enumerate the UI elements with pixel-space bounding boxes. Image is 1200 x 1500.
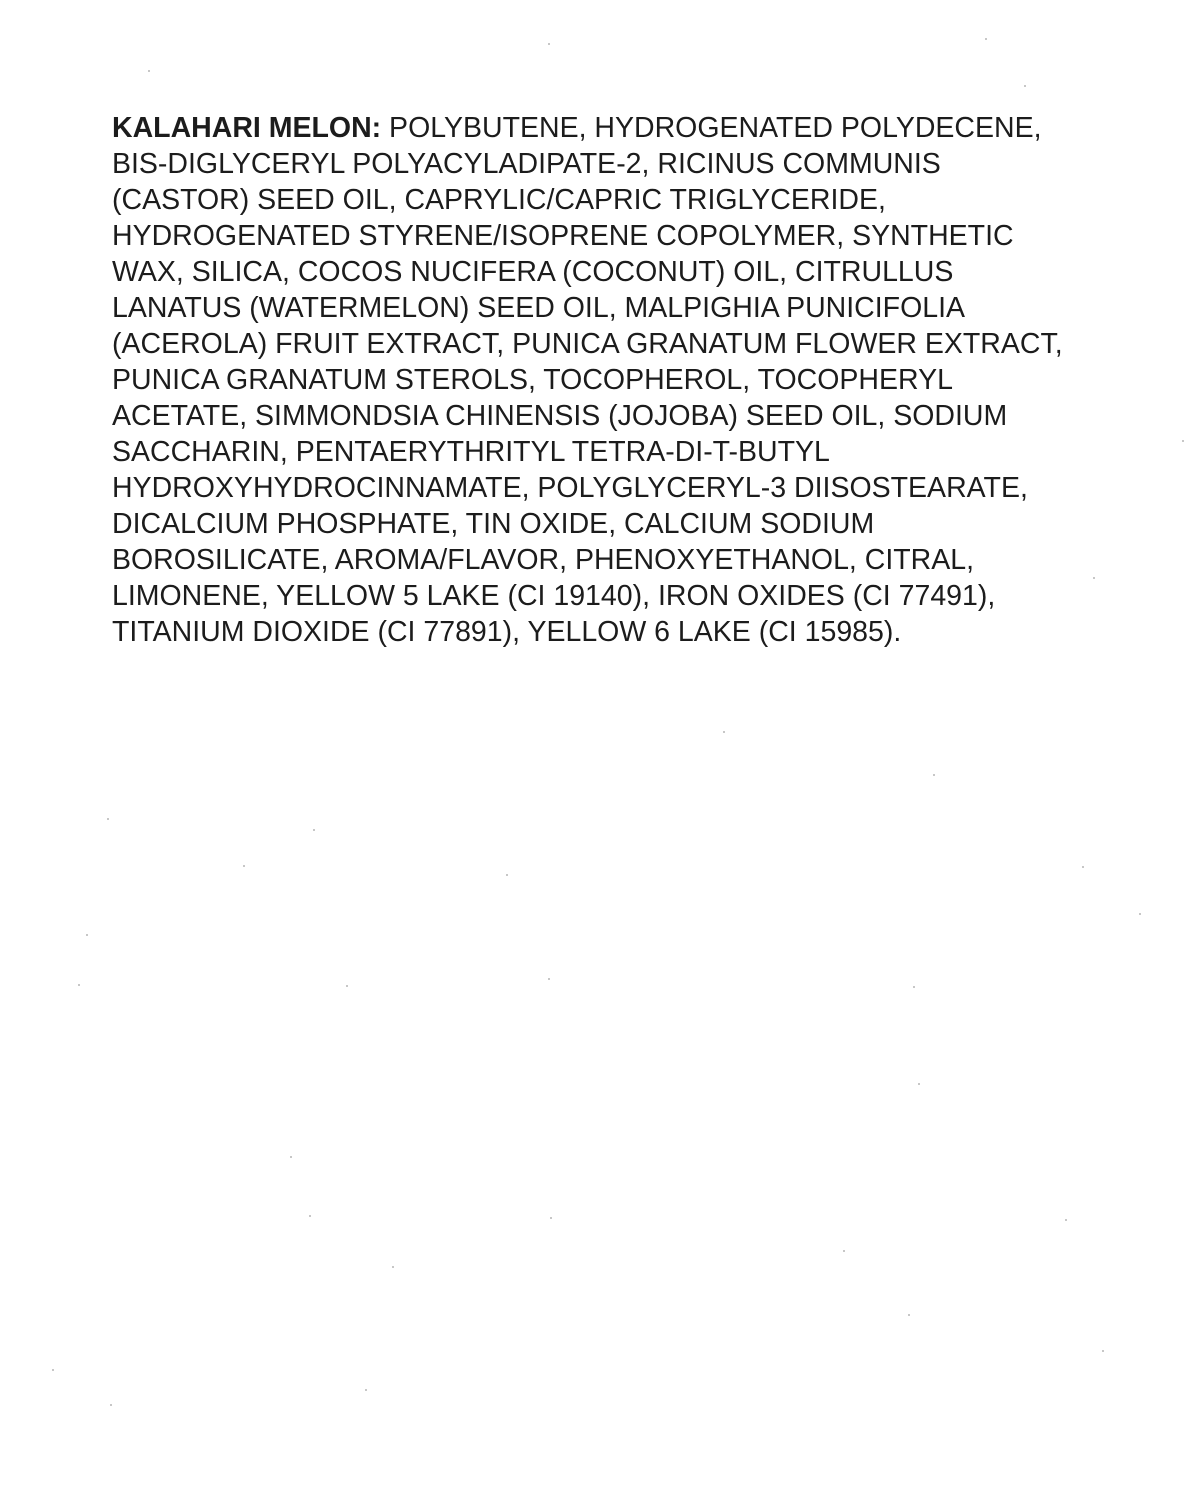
paper-speck — [1102, 1350, 1104, 1352]
paper-speck — [290, 1156, 292, 1158]
paper-speck — [1065, 1219, 1067, 1221]
paper-speck — [392, 1266, 394, 1268]
paper-speck — [1182, 440, 1184, 442]
ingredients-line: TITANIUM DIOXIDE (CI 77891), YELLOW 6 LAKE (CI 15985). — [112, 616, 902, 648]
product-name-label: KALAHARI MELON: — [112, 112, 382, 144]
ingredients-line: (ACEROLA) FRUIT EXTRACT, PUNICA GRANATUM FLOWER EXTRACT, — [112, 328, 1063, 360]
ingredients-line: PUNICA GRANATUM STEROLS, TOCOPHEROL, TOCOPHERYL — [112, 364, 953, 396]
ingredients-line: LANATUS (WATERMELON) SEED OIL, MALPIGHIA PUNICIFOLIA — [112, 292, 966, 324]
ingredients-list — [112, 110, 1087, 650]
ingredients-line: BIS-DIGLYCERYL POLYACYLADIPATE-2, RICINUS COMMUNIS — [112, 148, 941, 180]
paper-speck — [346, 985, 348, 987]
paper-speck — [52, 1369, 54, 1371]
ingredients-line: BOROSILICATE, AROMA/FLAVOR, PHENOXYETHANOL, CITRAL, — [112, 544, 975, 576]
paper-speck — [843, 1250, 845, 1252]
paper-speck — [313, 829, 315, 831]
ingredients-line: HYDROXYHYDROCINNAMATE, POLYGLYCERYL-3 DIISOSTEARATE, — [112, 472, 1028, 504]
paper-speck — [985, 38, 987, 40]
paper-speck — [1139, 913, 1141, 915]
ingredients-line: DICALCIUM PHOSPHATE, TIN OXIDE, CALCIUM SODIUM — [112, 508, 875, 540]
ingredients-line: HYDROGENATED STYRENE/ISOPRENE COPOLYMER, SYNTHETIC — [112, 220, 1014, 252]
ingredients-line — [112, 110, 1087, 146]
paper-speck — [78, 984, 80, 986]
ingredients-line: WAX, SILICA, COCOS NUCIFERA (COCONUT) OIL, CITRULLUS — [112, 256, 954, 288]
paper-speck — [933, 774, 935, 776]
paper-speck — [723, 731, 725, 733]
paper-speck — [908, 1314, 910, 1316]
paper-speck — [243, 865, 245, 867]
paper-speck — [548, 43, 550, 45]
ingredients-line: (CASTOR) SEED OIL, CAPRYLIC/CAPRIC TRIGLYCERIDE, — [112, 184, 886, 216]
paper-speck — [110, 1404, 112, 1406]
ingredients-line: LIMONENE, YELLOW 5 LAKE (CI 19140), IRON OXIDES (CI 77491), — [112, 580, 996, 612]
paper-speck — [148, 70, 150, 72]
paper-speck — [86, 934, 88, 936]
paper-speck — [107, 818, 109, 820]
paper-speck — [550, 1217, 552, 1219]
paper-speck — [913, 986, 915, 988]
paper-speck — [1082, 866, 1084, 868]
paper-speck — [918, 1083, 920, 1085]
paper-speck — [1093, 577, 1095, 579]
paper-speck — [548, 978, 550, 980]
ingredients-line: ACETATE, SIMMONDSIA CHINENSIS (JOJOBA) SEED OIL, SODIUM — [112, 400, 1008, 432]
paper-speck — [1024, 85, 1026, 87]
ingredients-line: SACCHARIN, PENTAERYTHRITYL TETRA-DI-T-BUTYL — [112, 436, 830, 468]
paper-speck — [309, 1215, 311, 1217]
paper-speck — [365, 1389, 367, 1391]
ingredients-line-text: POLYBUTENE, HYDROGENATED POLYDECENE, — [381, 112, 1042, 144]
paper-speck — [506, 874, 508, 876]
